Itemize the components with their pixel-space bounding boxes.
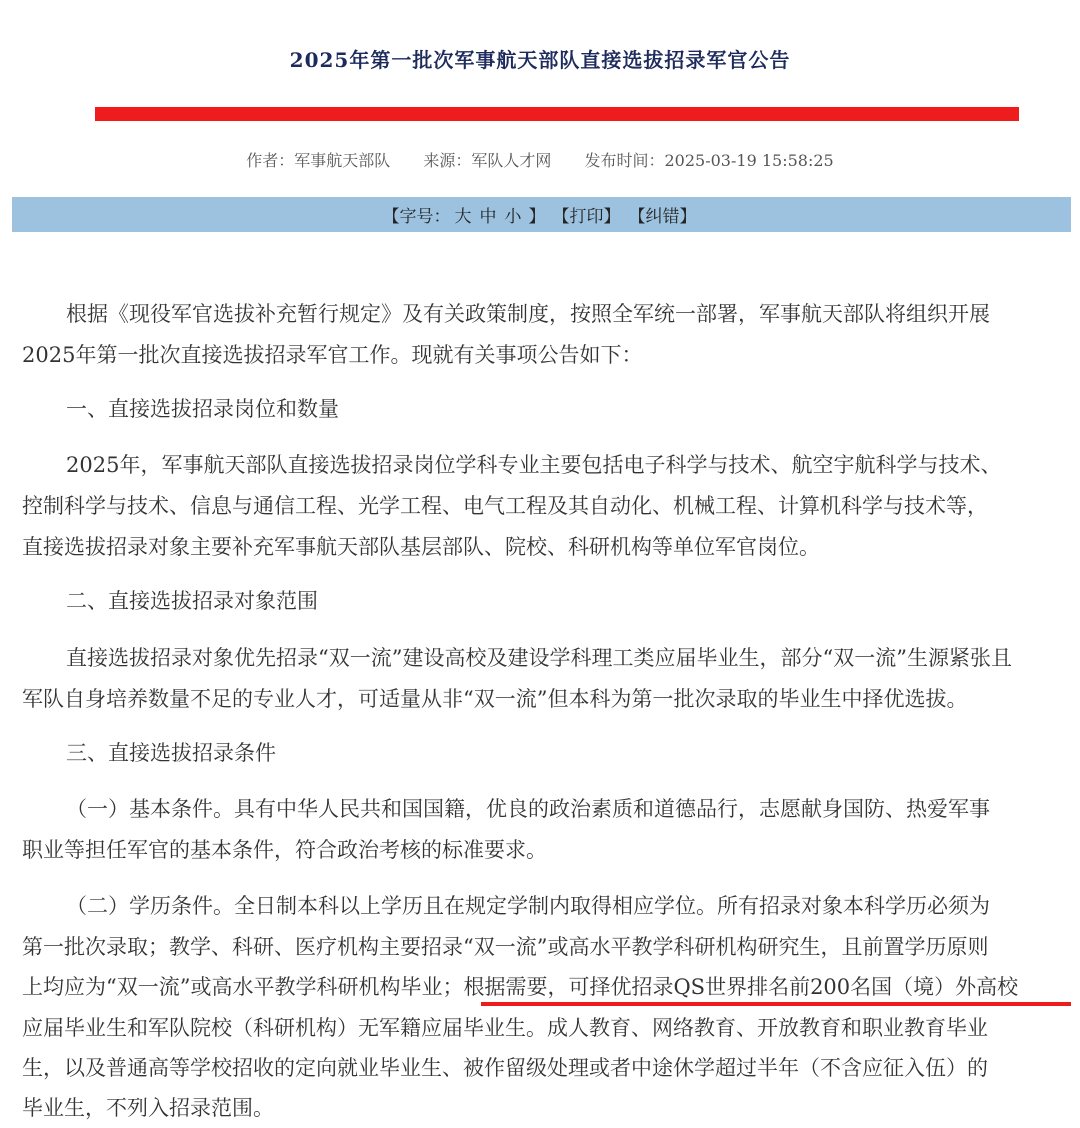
paragraph-line: （一）基本条件。具有中华人民共和国国籍，优良的政治素质和道德品行，志愿献身国防、热爱军事 <box>66 797 990 821</box>
paragraph-line: 生，以及普通高等学校招收的定向就业毕业生、被作留级处理或者中途休学超过半年（不含应征入伍）的 <box>22 1056 988 1080</box>
paragraph-line: 上均应为“双一流”或高水平教学科研机构毕业；根据需要，可择优招录QS世界排名前200名国（境）外高校 <box>22 975 1019 999</box>
source-label: 来源：军队人才网 <box>423 151 552 170</box>
section-heading: 一、直接选拔招录岗位和数量 <box>66 397 339 421</box>
font-size-large-link[interactable]: 大 <box>454 207 472 227</box>
section-heading: 三、直接选拔招录条件 <box>66 741 276 765</box>
highlight-underline <box>481 1002 1071 1006</box>
paragraph-line: 职业等担任军官的基本条件，符合政治考核的标准要求。 <box>22 838 547 862</box>
paragraph-line: 控制科学与技术、信息与通信工程、光学工程、电气工程及其自动化、机械工程、计算机科学与技术等， <box>22 494 988 518</box>
published-time: 发布时间：2025-03-19 15:58:25 <box>584 151 834 170</box>
report-error-link[interactable]: 【纠错】 <box>628 207 697 227</box>
font-size-close-bracket: 】 <box>528 207 546 227</box>
article-title: 2025年第一批次军事航天部队直接选拔招录军官公告 <box>289 48 791 72</box>
font-size-medium-link[interactable]: 中 <box>479 207 497 227</box>
font-size-label: 【字号： <box>382 207 451 227</box>
paragraph-line: 2025年第一批次直接选拔招录军官工作。现就有关事项公告如下： <box>22 343 643 367</box>
paragraph-line: 应届毕业生和军队院校（科研机构）无军籍应届毕业生。成人教育、网络教育、开放教育和职业教育毕业 <box>22 1016 988 1040</box>
paragraph-line: 根据《现役军官选拔补充暂行规定》及有关政策制度，按照全军统一部署，军事航天部队将组织开展 <box>66 302 990 326</box>
paragraph-line: 2025年，军事航天部队直接选拔招录岗位学科专业主要包括电子科学与技术、航空宇航科学与技术、 <box>66 453 1002 477</box>
paragraph-line: 第一批次录取；教学、科研、医疗机构主要招录“双一流”或高水平教学科研机构研究生，且前置学历原则 <box>22 935 989 959</box>
font-size-small-link[interactable]: 小 <box>504 207 522 227</box>
paragraph-line: 毕业生，不列入招录范围。 <box>22 1096 274 1120</box>
paragraph-line: 军队自身培养数量不足的专业人才，可适量从非“双一流”但本科为第一批次录取的毕业生中择优选拔。 <box>22 687 968 711</box>
paragraph-line: （二）学历条件。全日制本科以上学历且在规定学制内取得相应学位。所有招录对象本科学历必须为 <box>66 894 990 918</box>
author-label: 作者：军事航天部队 <box>246 151 391 170</box>
print-link[interactable]: 【打印】 <box>552 207 621 227</box>
paragraph-line: 直接选拔招录对象优先招录“双一流”建设高校及建设学科理工类应届毕业生，部分“双一流”生源紧张且 <box>66 646 1012 670</box>
section-heading: 二、直接选拔招录对象范围 <box>66 589 318 613</box>
paragraph-line: 直接选拔招录对象主要补充军事航天部队基层部队、院校、科研机构等单位军官岗位。 <box>22 535 820 559</box>
